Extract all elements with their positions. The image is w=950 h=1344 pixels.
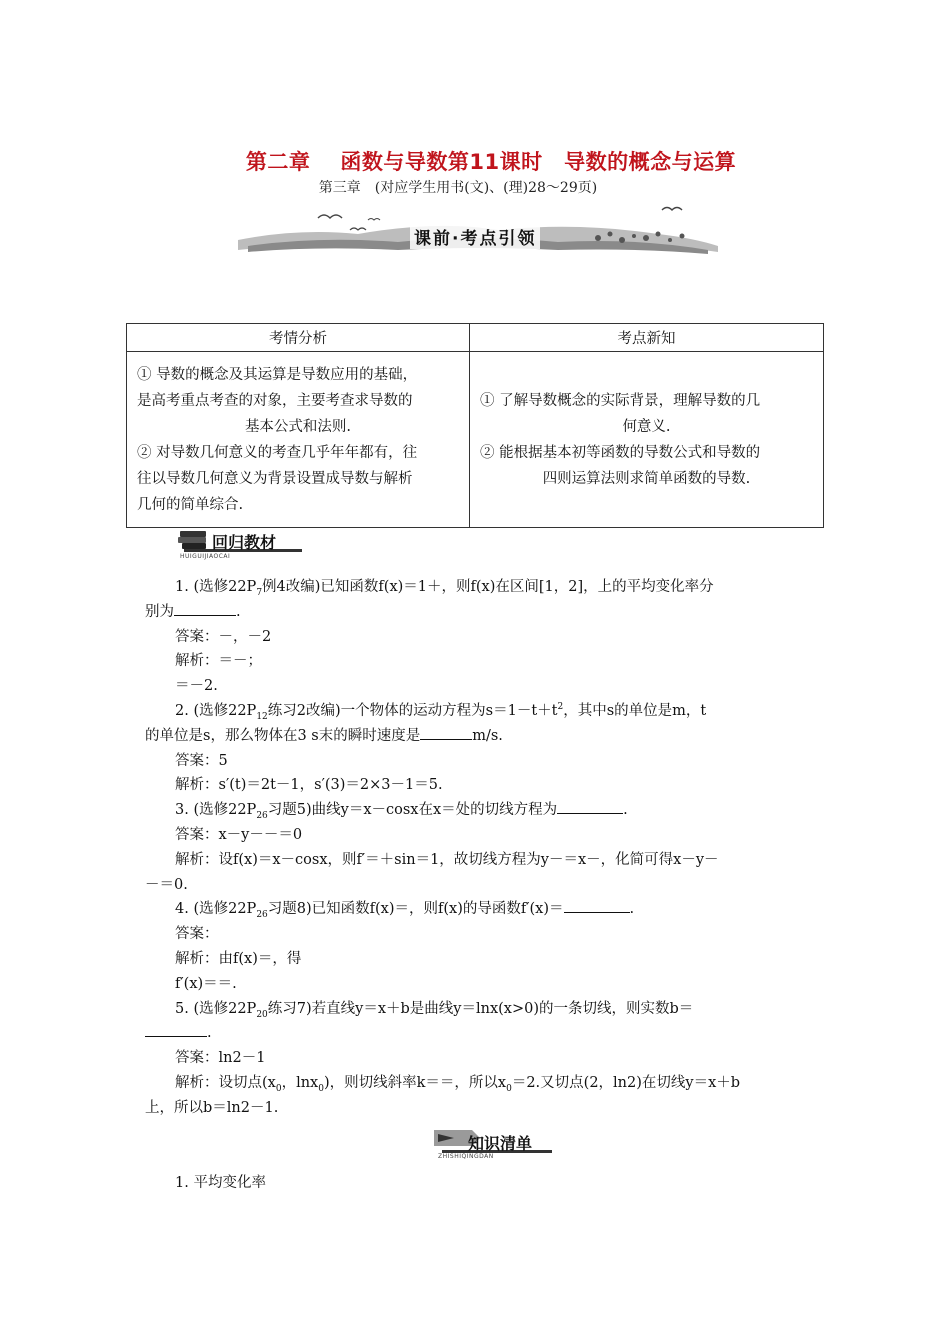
question-2-cont: 的单位是s，那么物体在3 s末的瞬时速度是 m/s. — [145, 727, 503, 744]
knowledge-section-label: 知识清单 — [468, 1134, 533, 1153]
analysis-table — [126, 323, 824, 528]
answer-4: 答案： — [175, 926, 219, 943]
answer-5: 答案：ln2－1 — [175, 1050, 266, 1067]
answer-1: 答案：－，－2 — [175, 628, 272, 645]
review-section-sub: HUIGUIJIAOCAI — [180, 553, 231, 560]
knowledge-line: 四则运算法则求简单函数的导数. — [542, 470, 751, 487]
lesson-title: 函数与导数第11课时 导数的概念与运算 — [340, 150, 737, 174]
solution-5-line2: 上，所以b＝ln2－1. — [145, 1099, 279, 1116]
analysis-line: 往以导数几何意义为背景设置成导数与解析 — [137, 470, 413, 487]
answer-blank — [557, 801, 623, 814]
books-icon — [178, 531, 206, 549]
solution-5-line1: 解析：设切点($x_0$，lnx$_0$)，则切线斜率k＝＝，所以$x_0=2$.又切点(2，ln2)在切线y＝x＋b — [175, 1074, 741, 1094]
knowledge-line: 何意义. — [622, 418, 671, 435]
question-3: 3. (选修$22P_{26}$习题5)曲线y＝x－cosx在x＝处的切线方程为 . — [175, 802, 628, 822]
banner-label: 课前·考点引领 — [410, 224, 540, 249]
review-section-label: 回归教材 — [212, 533, 277, 552]
question-5-cont: . — [145, 1021, 810, 1046]
knowledge-line: ① 了解导数概念的实际背景，理解导数的几 — [480, 392, 761, 409]
solution-4-line1: 解析：由f(x)＝，得 — [175, 950, 302, 967]
solution-1-line2: ＝－2. — [175, 678, 218, 695]
table-header-new-knowledge: 考点新知 — [470, 324, 824, 352]
analysis-line: ① 导数的概念及其运算是导数应用的基础， — [137, 366, 418, 383]
answer-2: 答案：5 — [175, 752, 228, 769]
question-4: 4. (选修$22P_{26}$习题8)已知函数f(x)＝，则f(x)的导函数f′(x)＝ . — [175, 901, 635, 921]
new-knowledge-cell — [470, 352, 824, 528]
analysis-line: ② 对导数几何意义的考查几乎年年都有，往 — [137, 444, 418, 461]
answer-blank — [145, 1024, 207, 1037]
knowledge-line: ② 能根据基本初等函数的导数公式和导数的 — [480, 444, 761, 461]
question-1-cont: 别为 . — [145, 603, 241, 620]
page-subtitle: 第三章 (对应学生用书(文)、(理)28～29页) — [318, 180, 598, 196]
answer-blank — [564, 900, 630, 913]
page-title — [0, 146, 950, 176]
chapter-label: 第二章 — [245, 150, 311, 174]
solution-3-line2: －＝0. — [145, 876, 188, 893]
solution-1-line1: 解析：＝－； — [175, 653, 262, 670]
analysis-cell — [127, 352, 470, 528]
solution-2: 解析：s′(t)＝2t－1，s′(3)＝2×3－1＝5. — [175, 777, 443, 794]
answer-blank — [174, 603, 236, 616]
knowledge-item-1: 1. 平均变化率 — [175, 1175, 266, 1191]
question-2: 2. (选修$22P_{12}$练习2改编)一个物体的运动方程为$s=1-t+t^2$，其中s的单位是m，t — [175, 702, 707, 722]
answer-3: 答案：x－y－－＝0 — [175, 826, 303, 843]
solution-3-line1: 解析：设f(x)＝x－cosx，则f′＝＋sin＝1，故切线方程为y－＝x－，化简可得x－y－ — [175, 851, 719, 868]
knowledge-section-sub: ZHISHIQINGDAN — [438, 1153, 494, 1160]
analysis-line: 几何的简单综合. — [137, 496, 244, 513]
question-1: 1. (选修$22P_7$例4改编)已知函数f(x)＝1＋，则f(x)在区间[1，2]，上的平均变化率分 — [175, 579, 714, 598]
solution-4-line2: f′(x)＝＝. — [175, 975, 237, 992]
exercise-list — [145, 575, 810, 1121]
table-header-analysis: 考情分析 — [127, 324, 470, 352]
analysis-line: 是高考重点考查的对象，主要考查求导数的 — [137, 392, 413, 409]
analysis-line: 基本公式和法则. — [244, 418, 352, 435]
question-5: 5. (选修$22P_{20}$练习7)若直线y＝x＋b是曲线y＝lnx(x>0)的一条切线，则实数b＝ — [175, 1000, 694, 1020]
answer-blank — [420, 727, 472, 740]
